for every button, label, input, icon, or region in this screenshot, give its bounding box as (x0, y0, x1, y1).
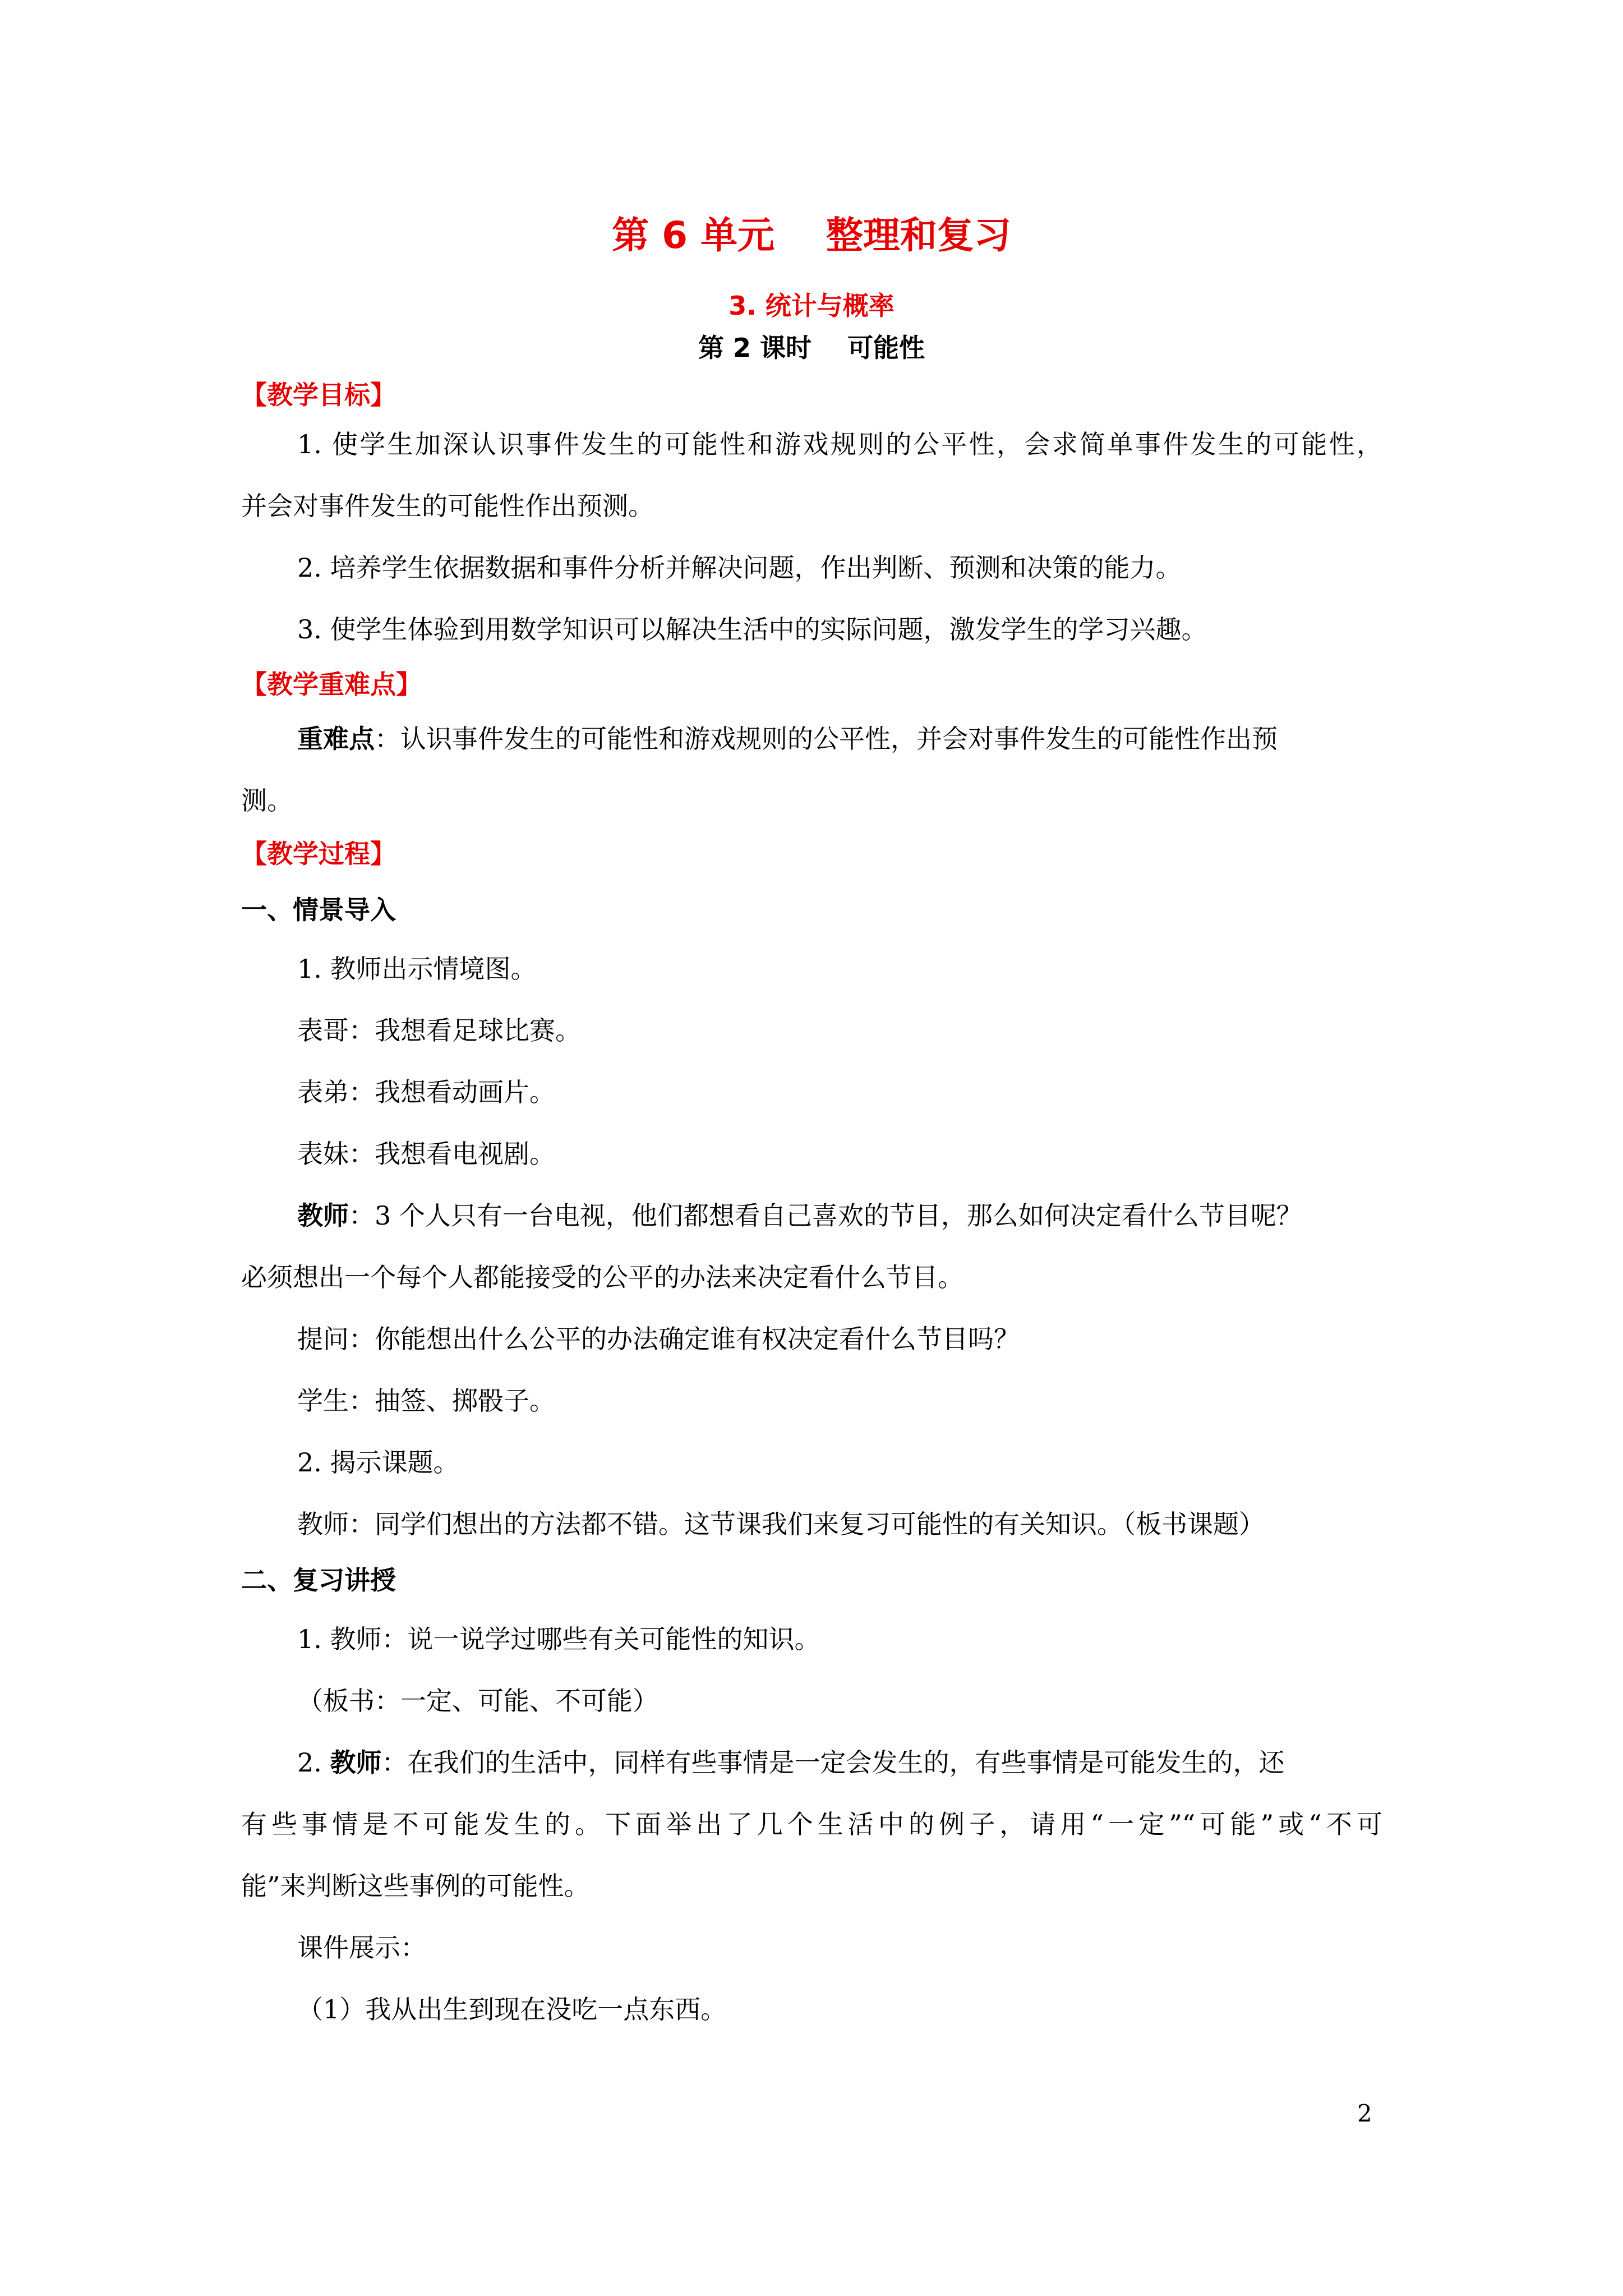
section-2-item-2-line-2: 有些事情是不可能发生的。下面举出了几个生活中的例子，请用“一定”“可能”或“不可 (241, 1809, 1382, 1839)
key-points-text: ：认识事件发生的可能性和游戏规则的公平性，并会对事件发生的可能性作出预 (375, 724, 1278, 754)
teacher-label-2: 教师 (330, 1747, 382, 1778)
section-2-blackboard-note: （板书：一定、可能、不可能） (297, 1686, 658, 1716)
page-number: 2 (1357, 2100, 1372, 2127)
objective-1-line-2: 并会对事件发生的可能性作出预测。 (241, 491, 654, 521)
teacher-label: 教师 (297, 1200, 349, 1231)
key-points-line-2: 测。 (241, 785, 293, 816)
section-2-item-2-number: 2. (297, 1747, 330, 1778)
key-points-label: 重难点 (297, 724, 375, 754)
section-1-item-1: 1. 教师出示情境图。 (297, 954, 537, 984)
section-2-item-2-line-3: 能”来判断这些事例的可能性。 (241, 1871, 590, 1901)
section-subtitle: 3. 统计与概率 (728, 291, 895, 321)
section-1-question: 提问：你能想出什么公平的办法确定谁有权决定看什么节目吗？ (297, 1324, 1020, 1354)
process-heading: 【教学过程】 (241, 839, 396, 869)
lesson-title: 第 2 课时 可能性 (698, 333, 925, 363)
key-points-heading: 【教学重难点】 (241, 669, 422, 700)
section-1-item-4: 表妹：我想看电视剧。 (297, 1139, 555, 1169)
section-2-item-2-line-1 (297, 1745, 1382, 1780)
section-1-item-3: 表弟：我想看动画片。 (297, 1077, 555, 1107)
objectives-heading: 【教学目标】 (241, 380, 396, 410)
example-1: （1）我从出生到现在没吃一点东西。 (297, 1994, 727, 2024)
section-1-heading: 一、情景导入 (241, 895, 396, 925)
courseware-label: 课件展示： (297, 1932, 426, 1963)
section-2-heading: 二、复习讲授 (241, 1565, 396, 1595)
teacher-statement-text: ：3 个人只有一台电视，他们都想看自己喜欢的节目，那么如何决定看什么节目呢？ (349, 1200, 1302, 1231)
section-1-student-answer: 学生：抽签、掷骰子。 (297, 1386, 555, 1416)
objective-1-line-1: 1. 使学生加深认识事件发生的可能性和游戏规则的公平性，会求简单事件发生的可能性， (297, 429, 1382, 459)
key-points-line-1 (297, 721, 1382, 757)
teacher-statement-line-1 (297, 1198, 1302, 1234)
objective-2: 2. 培养学生依据数据和事件分析并解决问题，作出判断、预测和决策的能力。 (297, 553, 1182, 583)
section-2-item-2-text: ：在我们的生活中，同样有些事情是一定会发生的，有些事情是可能发生的，还 (381, 1747, 1285, 1778)
section-1-reveal-topic: 2. 揭示课题。 (297, 1447, 459, 1478)
teacher-statement-line-2: 必须想出一个每个人都能接受的公平的办法来决定看什么节目。 (241, 1262, 963, 1292)
section-2-item-1: 1. 教师：说一说学过哪些有关可能性的知识。 (297, 1624, 820, 1654)
objective-3: 3. 使学生体验到用数学知识可以解决生活中的实际问题，激发学生的学习兴趣。 (297, 614, 1207, 645)
unit-title: 第 6 单元 整理和复习 (612, 214, 1011, 257)
section-1-item-2: 表哥：我想看足球比赛。 (297, 1015, 581, 1046)
section-1-teacher-summary: 教师：同学们想出的方法都不错。这节课我们来复习可能性的有关知识。（板书课题） (297, 1509, 1265, 1539)
